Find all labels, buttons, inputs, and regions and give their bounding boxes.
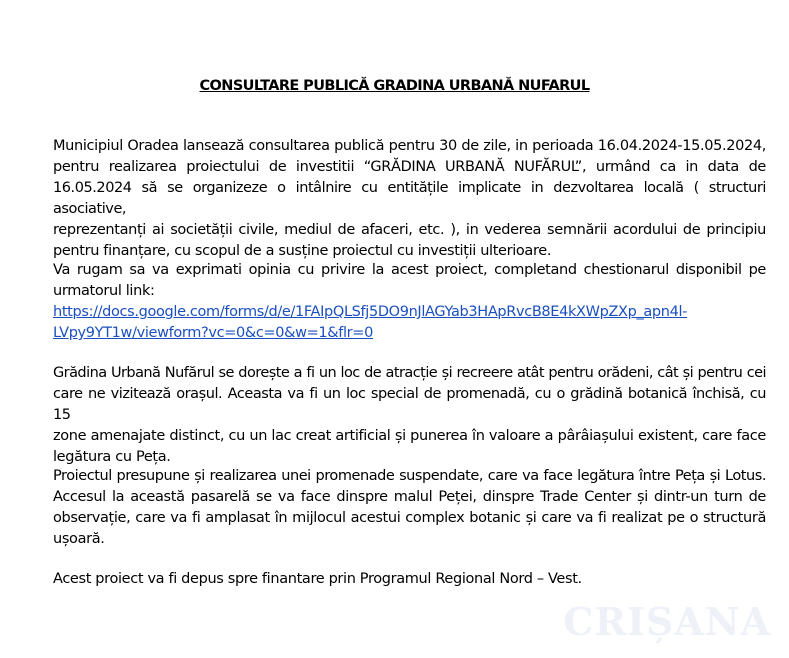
paragraph-line: Municipiul Oradea lansează consultarea publică pentru 30 de zile, in perioada 16.04.2024-15.05.2024, xyxy=(53,138,766,154)
paragraph-line: Grădina Urbană Nufărul se dorește a fi un loc de atracție și recreere atât pentru orădeni, cât și pentru cei xyxy=(53,365,766,381)
paragraph-line: Proiectul presupune și realizarea unei promenade suspendate, care va face legătura între Peța și Lotus. xyxy=(53,468,766,484)
survey-link[interactable] xyxy=(53,302,766,323)
survey-link-continued[interactable] xyxy=(53,323,766,344)
paragraph-line: reprezentanți ai societății civile, mediul de afaceri, etc. ), in vederea semnării acordului de principiu xyxy=(53,222,766,238)
paragraph-line: urmatorul link: xyxy=(53,283,155,299)
paragraph-line: Acest proiect va fi depus spre finantare prin Programul Regional Nord – Vest. xyxy=(53,571,582,587)
crisana-watermark-logo: CRIȘANA xyxy=(563,599,771,644)
paragraph-line: zone amenajate distinct, cu un lac creat artificial și punerea în valoare a pârâiașului existent, care face xyxy=(53,428,766,444)
paragraph-garden-description xyxy=(53,363,766,468)
paragraph-line: pentru realizarea proiectului de investitii “GRĂDINA URBANĂ NUFĂRUL”, urmând ca in data de xyxy=(53,159,766,175)
document-title: CONSULTARE PUBLICĂ GRADINA URBANĂ NUFARUL xyxy=(199,78,590,94)
paragraph-line: 16.05.2024 să se organizeze o intâlnire cu entitățile implicate in dezvoltarea locală ( structuri asociative, xyxy=(53,180,766,217)
paragraph-survey-request xyxy=(53,260,766,344)
survey-link-line: LVpy9YT1w/viewform?vc=0&c=0&w=1&flr=0 xyxy=(53,325,373,341)
paragraph-line: observație, care va fi amplasat în mijlocul acestui complex botanic și care va fi realizat pe o structură xyxy=(53,510,766,526)
paragraph-announcement xyxy=(53,136,766,262)
paragraph-line: legătura cu Peța. xyxy=(53,449,171,465)
paragraph-line: Va rugam sa va exprimati opinia cu privire la acest proiect, completand chestionarul disponibil pe xyxy=(53,262,766,278)
survey-link-line: https://docs.google.com/forms/d/e/1FAIpQLSfj5DO9nJlAGYab3HApRvcB8E4kXWpZXp_apn4l- xyxy=(53,304,688,320)
paragraph-funding xyxy=(53,569,766,590)
paragraph-promenade xyxy=(53,466,766,550)
paragraph-line: ușoară. xyxy=(53,531,105,547)
paragraph-line: care ne vizitează orașul. Aceasta va fi un loc special de promenadă, cu o grădină botanică închisă, cu 15 xyxy=(53,386,766,423)
paragraph-line: Accesul la această pasarelă se va face dinspre malul Peței, dinspre Trade Center și dintr-un turn de xyxy=(53,489,766,505)
paragraph-line: pentru finanțare, cu scopul de a susține proiectul cu investiții ulterioare. xyxy=(53,243,552,259)
